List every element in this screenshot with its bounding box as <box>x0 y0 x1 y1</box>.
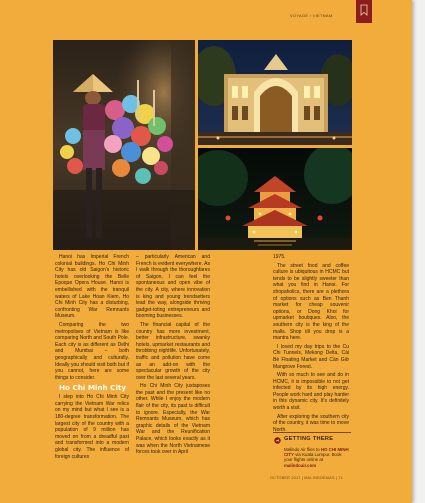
article-column-2 <box>136 254 210 458</box>
bookmark-icon <box>358 4 370 16</box>
section-label: VOYAGE / VIETNAM <box>290 13 333 18</box>
destination: HO CHI MINH CITY <box>284 447 349 458</box>
website-link[interactable]: malindoair.com <box>284 462 317 468</box>
page-footer: OCTOBER 2017 | MALINDOEMAS | 71 <box>270 476 343 480</box>
section-heading: Ho Chi Minh City <box>59 383 127 393</box>
article-column-3 <box>273 254 349 435</box>
paragraph: After exploring the southern city of the country, it was time to move North. <box>273 413 349 433</box>
section-tab <box>356 0 372 23</box>
getting-there-text: Malindo Air flies to HO CHI MINH CITY via Kuala Lumpur. Book your flights online at malindoair.com <box>284 447 349 468</box>
paragraph: With so much to see and do in HCMC, it is impossible to not get infected by its high energy. People work hard and play harder in this dynamic city. It's definitely worth a visit. <box>273 372 349 412</box>
getting-there-box <box>273 432 351 469</box>
paragraph: Hanoi has Imperial French colonial buildings. Ho Chi Minh City has old Saigon's historic hotels overlooking the Belle Epoque Opera House. Hanoi is embellished with the tranquil waters of Lake Hoan Kiem, Ho Chi Minh City has a disturbing, confronting War Remnants Museum. <box>55 254 129 320</box>
paragraph: I step into Ho Chi Minh City carrying the Vietnam War relics on my mind but what I see is a 180-degree transformation. The largest city of the country with a population of 9 million has moved on from a dreadful past and transformed into a modern global city. The influence of foreign cultures <box>55 394 129 460</box>
street-vendor-photo <box>53 40 195 250</box>
pagoda-photo <box>198 148 352 250</box>
opera-house-photo <box>198 40 352 145</box>
paragraph: – particularly American and French is evident everywhere. As I walk through the thoroughfares of Saigon, I can feel the spontaneous and open vibe of the city. A city, where innovation is king and young trendsetters lead the way, alongside thriving gadget-toting entrepreneurs and booming businesses. <box>136 254 210 320</box>
paragraph: 1975. <box>273 254 286 260</box>
paragraph: The street food and coffee culture is ubiquitous in HCMC but tends to be slightly sweeter than what you find in Hanoi. For shopaholics, there are a plethora of options such as Ben Thanh market for cheap souvenir options, or Dong Khoi for upmarket boutiques. Also, the southern city is the king of the malls. Shop till you drop is a mantra here. <box>273 262 349 342</box>
plane-icon <box>274 437 281 444</box>
article-column-1 <box>55 254 129 462</box>
paragraph: Comparing the two metropolises of Vietnam is like comparing North and South Pole. Each city is as different as Delhi and Mumbai – both geographically and culturally. Ideally you should visit both but if you cannot, here are some things to consider. <box>55 321 129 381</box>
paragraph: Ho Chi Minh City juxtaposes the past and the present like no other. While I enjoy the modern flair of the city, its past is difficult to ignore. Especially, the War Remnants Museum, which has graphic details of the Vietnam War and the Reunification Palace, which looks exactly as it was when the North Vietnamese forces took over in April <box>136 383 210 456</box>
paragraph: I loved my day trips to the Cu Chi Tunnels, Mekong Delta, Cái Bè Floating Market and Cần Giờ Mangrove Forest. <box>273 343 349 370</box>
paragraph: The financial capital of the country has more investment, better infrastructure, swanky hotels, upmarket restaurants and throbbing nightlife. Unfortunately, traffic and pollution have come as an add-on with the spectacular growth of the city over the last several years. <box>136 321 210 381</box>
getting-there-title: GETTING THERE <box>284 436 334 442</box>
